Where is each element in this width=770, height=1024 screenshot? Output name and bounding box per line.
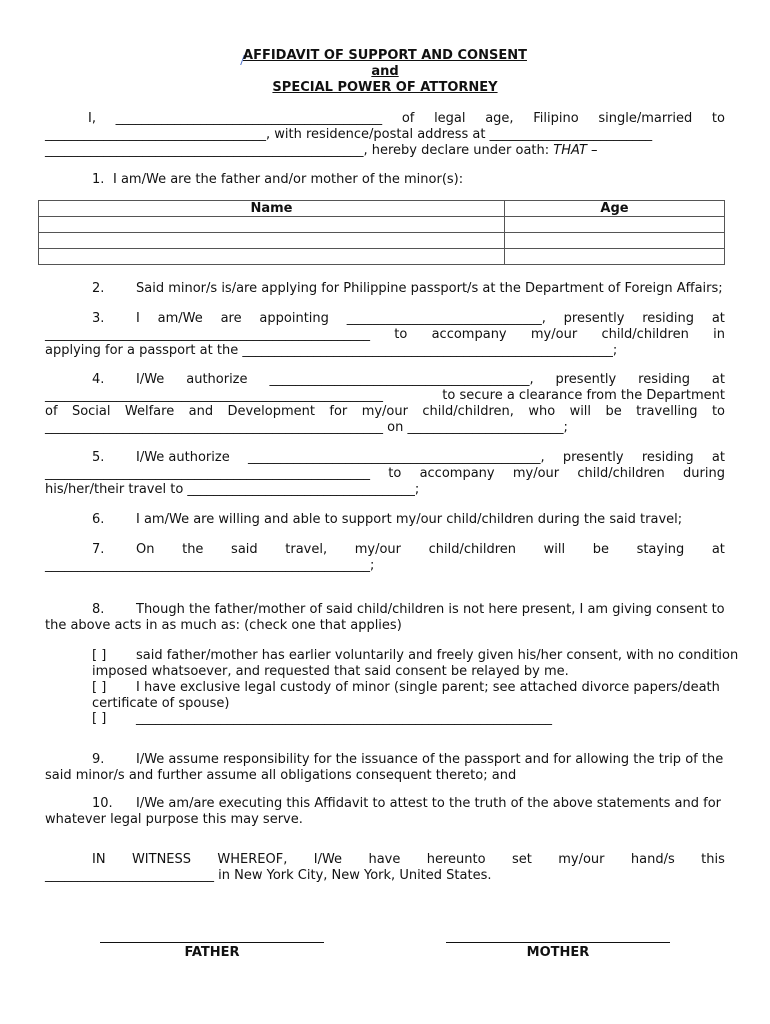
text-segment: _____________________________________________,: [247, 450, 545, 465]
text-segment: to: [388, 466, 402, 481]
text-segment: Filipino: [533, 111, 579, 126]
text-segment: child/children,: [422, 404, 514, 419]
text-segment: I: [136, 311, 140, 326]
text-segment: will: [543, 542, 566, 557]
item-4-line-3: [45, 404, 725, 419]
text-segment: I,: [88, 111, 96, 126]
text-segment: the: [182, 542, 204, 557]
cell-age[interactable]: [505, 217, 725, 233]
text-segment: for: [329, 404, 348, 419]
text-segment: have: [368, 852, 401, 867]
item-6-text: I am/We are willing and able to support my/our child/children during the said travel;: [136, 512, 683, 527]
mother-signature[interactable]: MOTHER: [446, 942, 670, 960]
text-segment: travel,: [285, 542, 328, 557]
table-row: [39, 249, 725, 265]
text-segment: be: [592, 542, 609, 557]
text-segment: will: [569, 404, 592, 419]
item-4-number: 4.: [92, 372, 105, 387]
text-segment: IN: [92, 852, 106, 867]
text-segment: my/our: [512, 466, 560, 481]
cell-name[interactable]: [39, 249, 505, 265]
text-segment: child/children: [601, 327, 689, 342]
text-segment: appointing: [259, 311, 329, 326]
text-segment: legal: [434, 111, 466, 126]
text-segment: authorize: [186, 372, 248, 387]
cell-age[interactable]: [505, 233, 725, 249]
item-7-number: 7.: [92, 542, 105, 557]
text-segment: Social: [71, 404, 111, 419]
text-segment: said: [231, 542, 258, 557]
text-segment: residing: [641, 450, 694, 465]
text-segment: this: [701, 852, 725, 867]
text-segment: to: [711, 404, 725, 419]
item-7-line-1: [136, 542, 725, 557]
item-9-line-1: I/We assume responsibility for the issuance of the passport and for allowing the trip of the: [136, 752, 724, 767]
text-segment: at: [711, 542, 725, 557]
text-segment: accompany: [419, 466, 495, 481]
text-segment: who: [528, 404, 556, 419]
item-1-text: I am/We are the father and/or mother of the minor(s):: [113, 172, 464, 187]
cell-name[interactable]: [39, 217, 505, 233]
text-segment: residing: [638, 372, 690, 387]
item-4-line-2: [45, 388, 725, 403]
item-5-line-2: [45, 466, 725, 481]
item-8-line-2: the above acts in as much as: (check one that applies): [45, 618, 402, 633]
text-segment: and: [188, 404, 214, 419]
minors-table: [38, 200, 725, 265]
item-3-number: 3.: [92, 311, 105, 326]
text-segment: my/our: [354, 542, 401, 557]
item-4-line-1: [136, 372, 725, 387]
checkbox-option-a[interactable]: [ ]: [92, 648, 107, 663]
table-row: [39, 217, 725, 233]
option-a-line-2: imposed whatsoever, and requested that said consent be relayed by me.: [92, 664, 569, 679]
text-segment: accompany: [431, 327, 507, 342]
cell-name[interactable]: [39, 233, 505, 249]
item-8-number: 8.: [92, 602, 105, 617]
item-1-number: 1.: [92, 172, 105, 187]
text-segment: at: [711, 450, 725, 465]
text-segment: I/We authorize: [136, 450, 230, 465]
text-segment: to secure a clearance from the Department: [442, 388, 725, 403]
text-segment: to: [711, 111, 725, 126]
item-3-line-2: [45, 327, 725, 342]
text-segment: I/We: [313, 852, 343, 867]
text-segment: ________________________________________,: [269, 372, 534, 387]
text-segment: child/children: [428, 542, 517, 557]
text-segment: WITNESS: [131, 852, 192, 867]
item-2-text: Said minor/s is/are applying for Philippine passport/s at the Department of Foreign Affairs;: [136, 281, 723, 296]
cell-age[interactable]: [505, 249, 725, 265]
intro-line-2: __________________________________, with residence/postal address at _________________________: [45, 127, 653, 142]
text-segment: child/children: [577, 466, 665, 481]
text-segment: of: [45, 404, 58, 419]
text-segment: travelling: [636, 404, 698, 419]
text-segment: presently: [555, 372, 617, 387]
text-segment: Welfare: [124, 404, 175, 419]
item-8-line-1: Though the father/mother of said child/children is not here present, I am giving consent to: [136, 602, 725, 617]
item-5-line-1: [136, 450, 725, 465]
item-2-number: 2.: [92, 281, 105, 296]
document-title: AFFIDAVIT OF SUPPORT AND CONSENT: [243, 48, 527, 63]
father-signature[interactable]: FATHER: [100, 942, 324, 960]
item-9-line-2: said minor/s and further assume all obligations consequent thereto; and: [45, 768, 517, 783]
table-header-row: [39, 201, 725, 217]
text-segment: residing: [642, 311, 695, 326]
document-subtitle: SPECIAL POWER OF ATTORNEY: [272, 80, 498, 95]
text-segment: __________________________________________________: [45, 466, 370, 481]
text-segment: be: [605, 404, 622, 419]
text-segment: ____________________________________________________: [45, 388, 383, 403]
intro-that: THAT –: [553, 143, 598, 158]
witness-line-2: __________________________ in New York City, New York, United States.: [45, 868, 492, 883]
option-c-blank-line[interactable]: ________________________________________________________________: [136, 711, 552, 726]
option-b-line-1: I have exclusive legal custody of minor (single parent; see attached divorce papers/death: [136, 680, 720, 695]
text-segment: am/We: [157, 311, 203, 326]
item-10-number: 10.: [92, 796, 113, 811]
text-segment: _________________________________________: [115, 111, 383, 126]
text-segment: my/our: [361, 404, 408, 419]
text-segment: at: [711, 372, 725, 387]
table-row: [39, 233, 725, 249]
text-segment: in: [713, 327, 725, 342]
item-3-line-1: [136, 311, 725, 326]
option-a-line-1: said father/mother has earlier voluntarily and freely given his/her consent, with no condition: [136, 648, 739, 663]
text-segment: WHEREOF,: [217, 852, 288, 867]
item-5-number: 5.: [92, 450, 105, 465]
item-7-line-2: __________________________________________________;: [45, 558, 375, 573]
text-segment: at: [711, 311, 725, 326]
header-age: Age: [505, 201, 725, 217]
text-segment: my/our: [558, 852, 605, 867]
intro-line-3-text: _________________________________________________, hereby declare under oath:: [45, 143, 550, 158]
text-segment: age,: [485, 111, 514, 126]
text-segment: set: [511, 852, 532, 867]
checkbox-option-b[interactable]: [ ]: [92, 680, 107, 695]
item-10-line-2: whatever legal purpose this may serve.: [45, 812, 303, 827]
item-5-line-3: his/her/their travel to ___________________________________;: [45, 482, 420, 497]
text-segment: __________________________________________________: [45, 327, 370, 342]
text-segment: presently: [563, 311, 625, 326]
text-segment: hand/s: [630, 852, 675, 867]
header-name: Name: [39, 201, 505, 217]
text-segment: during: [683, 466, 725, 481]
item-6-number: 6.: [92, 512, 105, 527]
text-segment: single/married: [598, 111, 693, 126]
item-3-line-3: applying for a passport at the _________________________________________________________;: [45, 343, 618, 358]
text-segment: I/We: [136, 372, 165, 387]
text-segment: staying: [636, 542, 685, 557]
text-segment: of: [401, 111, 415, 126]
text-segment: presently: [562, 450, 624, 465]
item-10-line-1: I/We am/are executing this Affidavit to attest to the truth of the above statements and for: [136, 796, 722, 811]
checkbox-option-c[interactable]: [ ]: [92, 711, 107, 726]
intro-line-3: [45, 143, 598, 158]
text-segment: are: [220, 311, 242, 326]
text-segment: ______________________________,: [346, 311, 546, 326]
text-segment: hereunto: [426, 852, 486, 867]
document-title-and: and: [371, 64, 399, 79]
text-segment: to: [394, 327, 408, 342]
text-segment: my/our: [530, 327, 578, 342]
item-4-line-4: ____________________________________________________ on ________________________;: [45, 420, 568, 435]
item-9-number: 9.: [92, 752, 105, 767]
text-segment: Development: [227, 404, 315, 419]
witness-line-1: [92, 852, 725, 867]
option-b-line-2: certificate of spouse): [92, 696, 230, 711]
text-segment: On: [136, 542, 155, 557]
intro-line-1: [88, 111, 725, 126]
